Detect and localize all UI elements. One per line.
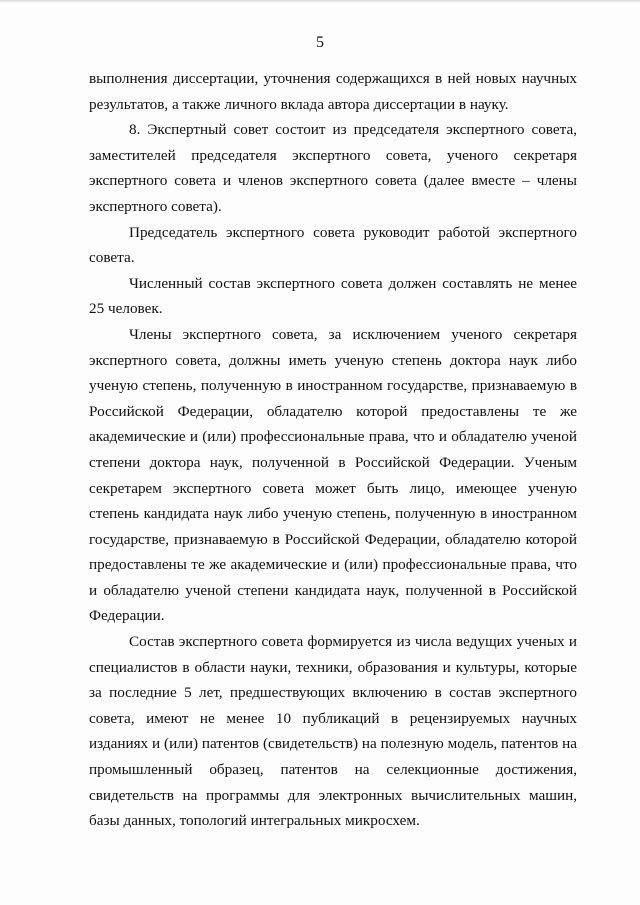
document-body (89, 66, 577, 834)
page-number: 5 (316, 34, 324, 51)
paragraph-council-size: Численный состав экспертного совета должен составлять не менее 25 человек. (89, 274, 577, 318)
paragraph-continuation: выполнения диссертации, уточнения содержащихся в ней новых научных результатов, а также личного вклада автора диссертации в науку. (89, 70, 577, 113)
paragraph-item-8: 8. Экспертный совет состоит из председателя экспертного совета, заместителей председателя экспертного совета, ученого секретаря экспертного совета и членов экспертного совета (далее вместе – члены экспертного совета). (89, 121, 577, 215)
paragraph-council-composition: Состав экспертного совета формируется из числа ведущих ученых и специалистов в области науки, техники, образования и культуры, которые за последние 5 лет, предшествующих включению в состав экспертного совета, имеют не менее 10 публикаций в рецензируемых научных изданиях и (или) патентов (свидетельств) на полезную модель, патентов на промышленный образец, патентов на селекционные достижения, свидетельств на программы для электронных вычислительных машин, базы данных, топологий интегральных микросхем. (89, 633, 577, 830)
paragraph-chairman: Председатель экспертного совета руководит работой экспертного совета. (89, 223, 577, 267)
scan-edge (0, 0, 640, 3)
paragraph-member-degrees: Члены экспертного совета, за исключением ученого секретаря экспертного совета, должны иметь ученую степень доктора наук либо ученую степень, полученную в иностранном государстве, признаваемую в Российской Федерации, обладателю которой предоставлены те же академические и (или) профессиональные права, что и обладателю ученой степени доктора наук, полученной в Российской Федерации. Ученым секретарем экспертного совета может быть лицо, имеющее ученую степень кандидата наук либо ученую степень, полученную в иностранном государстве, признаваемую в Российской Федерации, обладателю которой предоставлены те же академические и (или) профессиональные права, что и обладателю ученой степени кандидата наук, полученной в Российской Федерации. (89, 325, 577, 625)
